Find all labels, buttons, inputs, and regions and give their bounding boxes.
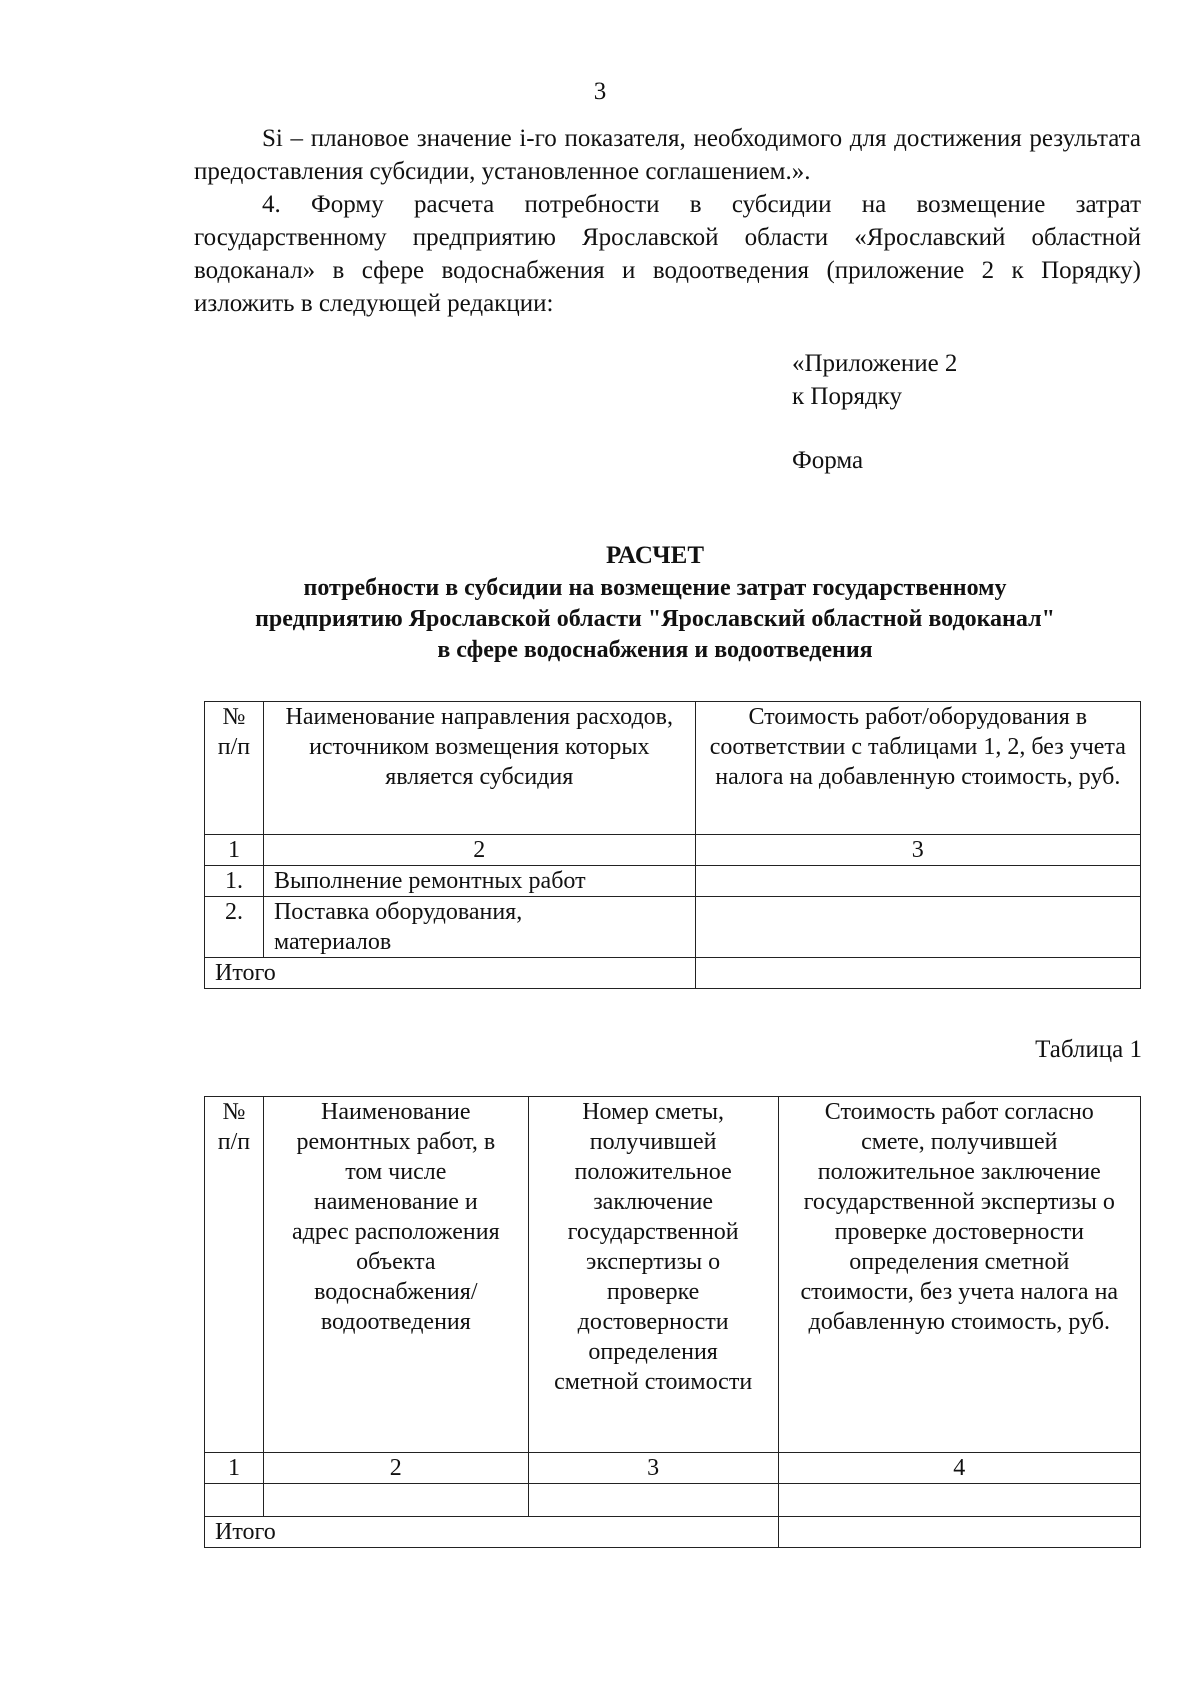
paragraph-item-4: 4. Форму расчета потребности в субсидии на возмещение затрат государственному предприятию Ярославской области «Ярославский областной водоканал» в сфере водоснабжения и водоотведения (приложение 2 к Порядку) изложить в следующей редакции: — [194, 191, 1141, 317]
column-number-cell: 1 — [205, 835, 264, 866]
header-cell: № п/п — [205, 1097, 264, 1453]
row-name-cell: Выполнение ремонтных работ — [263, 866, 695, 897]
column-number-cell: 1 — [205, 1453, 264, 1484]
header-cell: Наименование ремонтных работ, в том числе наименование и адрес расположения объекта водоснабжения/ водоотведения — [263, 1097, 528, 1453]
title-main: РАСЧЕТ — [605, 542, 704, 569]
total-row — [205, 958, 1141, 989]
table-row — [205, 866, 1141, 897]
appendix-line: «Приложение 2 — [792, 350, 958, 377]
column-number-cell: 3 — [695, 835, 1140, 866]
column-number-cell: 4 — [778, 1453, 1140, 1484]
summary-table — [204, 701, 1141, 989]
row-estimate-cell — [528, 1484, 778, 1517]
row-cost-cell — [778, 1484, 1140, 1517]
appendix-reference — [792, 347, 957, 477]
title-line: предприятию Ярославской области "Ярославский областной водоканал" — [255, 606, 1055, 632]
total-value — [778, 1517, 1140, 1548]
column-number-cell: 2 — [263, 835, 695, 866]
paragraph-si-definition: Si – плановое значение i-го показателя, необходимого для достижения результата предоставления субсидии, установленное соглашением.». — [194, 125, 1141, 185]
header-cell: Стоимость работ/оборудования в соответствии с таблицами 1, 2, без учета налога на добавленную стоимость, руб. — [695, 702, 1140, 835]
total-row — [205, 1517, 1141, 1548]
column-number-row — [205, 1453, 1141, 1484]
table-header-row — [205, 702, 1141, 835]
header-cell: Номер сметы, получившей положительное заключение государственной экспертизы о проверке достоверности определения сметной стоимости — [528, 1097, 778, 1453]
form-label: Форма — [792, 447, 864, 474]
table-row — [205, 897, 1141, 958]
table-1-caption: Таблица 1 — [1035, 1036, 1142, 1063]
page-number: 3 — [593, 78, 607, 105]
header-cell: № п/п — [205, 702, 264, 835]
document-title — [150, 540, 1160, 666]
table-1 — [204, 1096, 1141, 1548]
column-number-cell: 2 — [263, 1453, 528, 1484]
row-name-cell — [263, 1484, 528, 1517]
column-number-cell: 3 — [528, 1453, 778, 1484]
row-cost-cell — [695, 897, 1140, 958]
row-number-cell: 1. — [205, 866, 264, 897]
header-cell: Наименование направления расходов, источником возмещения которых является субсидия — [263, 702, 695, 835]
row-name-cell: Поставка оборудования, материалов — [263, 897, 695, 958]
total-label: Итого — [205, 958, 696, 989]
total-label: Итого — [205, 1517, 779, 1548]
total-value — [695, 958, 1140, 989]
table-row — [205, 1484, 1141, 1517]
header-cell: Стоимость работ согласно смете, получившей положительное заключение государственной экспертизы о проверке достоверности определения сметной стоимости, без учета налога на добавленную стоимость, руб. — [778, 1097, 1140, 1453]
row-cost-cell — [695, 866, 1140, 897]
title-line: потребности в субсидии на возмещение затрат государственному — [303, 575, 1007, 601]
row-number-cell — [205, 1484, 264, 1517]
column-number-row — [205, 835, 1141, 866]
title-line: в сфере водоснабжения и водоотведения — [437, 637, 873, 663]
appendix-line: к Порядку — [792, 383, 902, 410]
body-text — [194, 122, 1141, 320]
table-header-row — [205, 1097, 1141, 1453]
row-number-cell: 2. — [205, 897, 264, 958]
